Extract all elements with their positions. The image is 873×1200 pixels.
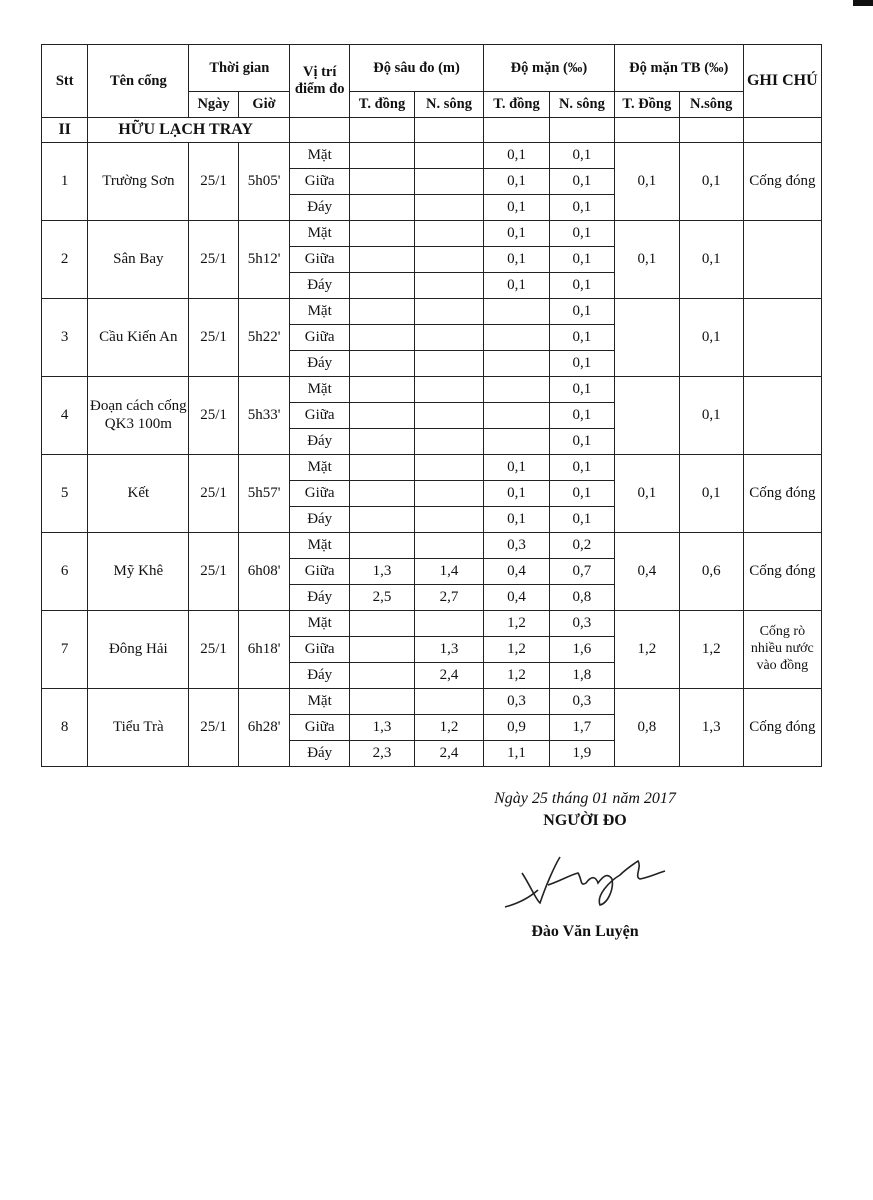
salinity-n-song: 0,1 [549,273,614,299]
station-name: Cầu Kiến An [88,299,189,377]
depth-t-dong [350,377,415,403]
measure-position: Đáy [290,351,350,377]
measure-position: Đáy [290,663,350,689]
station-note-text: Cống đóng [749,718,816,735]
station-note [743,143,821,221]
avg-salinity-n-song: 0,6 [679,533,743,611]
station-name: Đông Hải [88,611,189,689]
depth-t-dong: 2,5 [350,585,415,611]
measure-position: Đáy [290,195,350,221]
measure-position: Mặt [290,377,350,403]
handwritten-signature [500,845,670,915]
depth-n-song [414,689,483,715]
station-name: Đoạn cách cống QK3 100m [88,377,189,455]
depth-t-dong [350,195,415,221]
depth-t-dong [350,143,415,169]
salinity-n-song: 0,1 [549,403,614,429]
station-name: Mỹ Khê [88,533,189,611]
depth-n-song [414,429,483,455]
salinity-t-dong: 0,1 [484,507,550,533]
salinity-n-song: 1,8 [549,663,614,689]
header-tb-n-song: N.sông [679,92,743,118]
station-date: 25/1 [189,221,238,299]
depth-t-dong [350,299,415,325]
salinity-n-song: 1,6 [549,637,614,663]
avg-salinity-t-dong: 0,1 [614,221,679,299]
station-stt: 6 [42,533,88,611]
measure-position: Giữa [290,325,350,351]
depth-n-song [414,325,483,351]
header-tb-t-dong: T. Đồng [614,92,679,118]
salinity-t-dong: 0,9 [484,715,550,741]
salinity-n-song: 1,9 [549,741,614,767]
depth-n-song [414,221,483,247]
station-time: 5h57' [238,455,290,533]
header-do-sau-t-dong: T. đồng [350,92,415,118]
avg-salinity-t-dong: 0,1 [614,143,679,221]
depth-t-dong [350,481,415,507]
salinity-t-dong: 0,1 [484,195,550,221]
depth-n-song [414,507,483,533]
station-note [743,611,821,689]
salinity-t-dong: 0,1 [484,455,550,481]
depth-n-song [414,351,483,377]
salinity-n-song: 0,2 [549,533,614,559]
measure-position: Đáy [290,585,350,611]
measure-position: Mặt [290,455,350,481]
station-date: 25/1 [189,455,238,533]
salinity-n-song: 1,7 [549,715,614,741]
depth-n-song [414,169,483,195]
salinity-t-dong: 0,1 [484,247,550,273]
measure-position: Mặt [290,221,350,247]
signature-block [470,790,700,940]
station-name: Trường Sơn [88,143,189,221]
depth-t-dong [350,689,415,715]
station-note [743,689,821,767]
station-date: 25/1 [189,143,238,221]
header-do-man-t-dong: T. đồng [484,92,550,118]
avg-salinity-t-dong: 0,4 [614,533,679,611]
measure-position: Mặt [290,533,350,559]
salinity-t-dong: 0,4 [484,585,550,611]
salinity-t-dong [484,377,550,403]
station-note [743,221,821,299]
salinity-t-dong: 1,2 [484,663,550,689]
station-name: Tiểu Trà [88,689,189,767]
station-time: 5h33' [238,377,290,455]
depth-n-song [414,611,483,637]
depth-t-dong [350,325,415,351]
depth-t-dong [350,455,415,481]
corner-mark [853,0,873,6]
salinity-t-dong: 0,1 [484,273,550,299]
avg-salinity-t-dong [614,377,679,455]
station-stt: 2 [42,221,88,299]
station-time: 6h28' [238,689,290,767]
table-row [42,533,822,559]
salinity-t-dong [484,299,550,325]
sign-date: Ngày 25 tháng 01 năm 2017 [494,790,676,807]
depth-t-dong [350,403,415,429]
avg-salinity-t-dong [614,299,679,377]
station-name: Sân Bay [88,221,189,299]
header-do-man-tb: Độ mặn TB (‰) [614,45,743,92]
station-time: 5h22' [238,299,290,377]
depth-t-dong [350,169,415,195]
depth-t-dong [350,611,415,637]
table-row [42,611,822,637]
depth-t-dong: 1,3 [350,559,415,585]
depth-t-dong [350,663,415,689]
station-time: 5h05' [238,143,290,221]
salinity-n-song: 0,1 [549,377,614,403]
avg-salinity-t-dong: 0,8 [614,689,679,767]
measure-position: Giữa [290,715,350,741]
station-note [743,377,821,455]
measure-position: Mặt [290,689,350,715]
station-note-text: Cống đóng [749,172,816,189]
table-row [42,689,822,715]
depth-t-dong: 1,3 [350,715,415,741]
salinity-n-song: 0,1 [549,221,614,247]
avg-salinity-n-song: 0,1 [679,455,743,533]
depth-t-dong [350,351,415,377]
salinity-n-song: 0,1 [549,169,614,195]
header-ten-cong: Tên cống [88,45,189,118]
salinity-t-dong [484,351,550,377]
header-stt: Stt [42,45,88,118]
salinity-t-dong [484,429,550,455]
station-time: 6h08' [238,533,290,611]
depth-n-song [414,403,483,429]
station-note-text: Cống đóng [749,562,816,579]
station-stt: 4 [42,377,88,455]
measure-position: Giữa [290,169,350,195]
station-stt: 8 [42,689,88,767]
station-stt: 1 [42,143,88,221]
station-note-text: Cống rò nhiều nước vào đồng [750,624,814,673]
header-thoi-gian: Thời gian [189,45,290,92]
station-note-text: Cống đóng [749,484,816,501]
station-stt: 5 [42,455,88,533]
depth-t-dong: 2,3 [350,741,415,767]
measure-position: Giữa [290,247,350,273]
avg-salinity-n-song: 1,2 [679,611,743,689]
measure-position: Giữa [290,403,350,429]
depth-t-dong [350,273,415,299]
avg-salinity-n-song: 1,3 [679,689,743,767]
depth-n-song: 1,4 [414,559,483,585]
station-date: 25/1 [189,689,238,767]
salinity-t-dong [484,403,550,429]
section-name: HỮU LẠCH TRAY [88,118,290,143]
header-do-sau-n-song: N. sông [414,92,483,118]
depth-t-dong [350,429,415,455]
measure-position: Đáy [290,741,350,767]
depth-n-song [414,273,483,299]
table-row [42,455,822,481]
sign-role: NGƯỜI ĐO [543,812,627,829]
depth-t-dong [350,247,415,273]
salinity-t-dong: 1,2 [484,611,550,637]
header-gio: Giờ [238,92,290,118]
station-body [42,143,822,767]
measure-position: Đáy [290,273,350,299]
station-time: 6h18' [238,611,290,689]
measure-position: Giữa [290,559,350,585]
station-note [743,533,821,611]
measure-position: Mặt [290,143,350,169]
measure-position: Giữa [290,481,350,507]
depth-n-song [414,247,483,273]
depth-n-song: 1,2 [414,715,483,741]
measure-position: Giữa [290,637,350,663]
header-do-sau: Độ sâu đo (m) [350,45,484,92]
salinity-table [41,44,822,767]
salinity-n-song: 0,1 [549,195,614,221]
depth-n-song: 2,4 [414,741,483,767]
header-do-man-n-song: N. sông [549,92,614,118]
avg-salinity-t-dong: 0,1 [614,455,679,533]
depth-n-song [414,481,483,507]
depth-n-song [414,533,483,559]
avg-salinity-n-song: 0,1 [679,221,743,299]
section-id: II [42,118,88,143]
salinity-t-dong: 0,4 [484,559,550,585]
salinity-n-song: 0,1 [549,455,614,481]
station-name: Kết [88,455,189,533]
station-time: 5h12' [238,221,290,299]
station-stt: 3 [42,299,88,377]
depth-n-song [414,299,483,325]
salinity-t-dong: 0,1 [484,221,550,247]
salinity-t-dong: 0,1 [484,169,550,195]
header-ngay: Ngày [189,92,238,118]
measure-position: Đáy [290,507,350,533]
salinity-t-dong: 0,3 [484,689,550,715]
depth-n-song: 2,4 [414,663,483,689]
salinity-n-song: 0,1 [549,143,614,169]
depth-t-dong [350,507,415,533]
avg-salinity-n-song: 0,1 [679,143,743,221]
salinity-n-song: 0,3 [549,611,614,637]
depth-n-song [414,195,483,221]
salinity-t-dong: 1,1 [484,741,550,767]
station-date: 25/1 [189,533,238,611]
salinity-n-song: 0,7 [549,559,614,585]
station-date: 25/1 [189,299,238,377]
salinity-n-song: 0,1 [549,299,614,325]
header-vi-tri: Vị trí điểm đo [290,45,350,118]
header-do-man: Độ mặn (‰) [484,45,615,92]
salinity-n-song: 0,1 [549,247,614,273]
avg-salinity-n-song: 0,1 [679,377,743,455]
salinity-t-dong: 0,1 [484,481,550,507]
measure-position: Mặt [290,299,350,325]
station-stt: 7 [42,611,88,689]
salinity-t-dong: 1,2 [484,637,550,663]
depth-n-song: 1,3 [414,637,483,663]
signer-name: Đào Văn Luyện [531,923,639,940]
header-ghi-chu: GHI CHÚ [743,45,821,118]
section-row [42,118,822,143]
salinity-n-song: 0,1 [549,507,614,533]
measure-position: Đáy [290,429,350,455]
depth-t-dong [350,221,415,247]
avg-salinity-n-song: 0,1 [679,299,743,377]
salinity-n-song: 0,3 [549,689,614,715]
station-note [743,299,821,377]
depth-n-song [414,455,483,481]
salinity-n-song: 0,8 [549,585,614,611]
depth-t-dong [350,637,415,663]
salinity-n-song: 0,1 [549,481,614,507]
table-row [42,143,822,169]
station-note [743,455,821,533]
salinity-n-song: 0,1 [549,429,614,455]
station-date: 25/1 [189,377,238,455]
salinity-t-dong: 0,1 [484,143,550,169]
avg-salinity-t-dong: 1,2 [614,611,679,689]
depth-n-song [414,377,483,403]
salinity-n-song: 0,1 [549,351,614,377]
salinity-t-dong: 0,3 [484,533,550,559]
table-row [42,299,822,325]
station-date: 25/1 [189,611,238,689]
table-row [42,221,822,247]
depth-n-song [414,143,483,169]
salinity-n-song: 0,1 [549,325,614,351]
salinity-t-dong [484,325,550,351]
depth-n-song: 2,7 [414,585,483,611]
table-row [42,377,822,403]
header-row-1 [42,45,822,92]
depth-t-dong [350,533,415,559]
measure-position: Mặt [290,611,350,637]
